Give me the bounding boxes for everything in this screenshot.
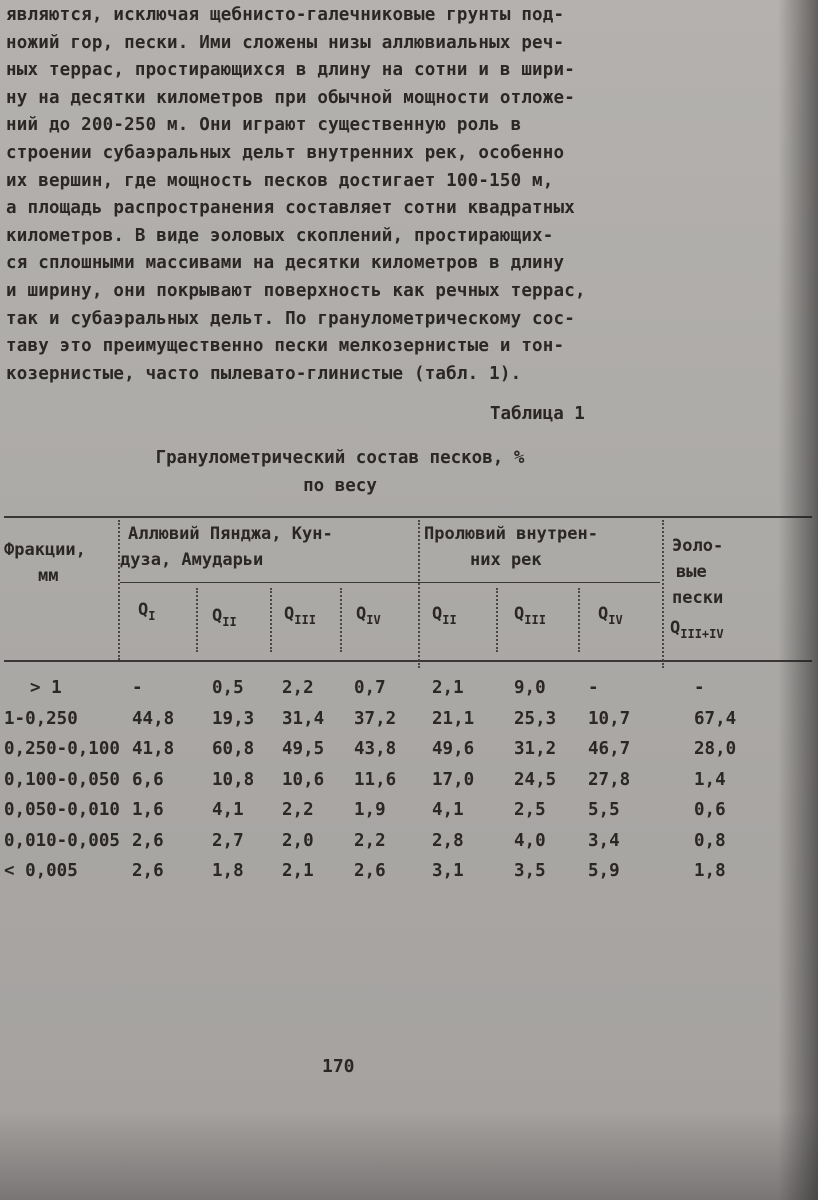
value-cell: 49,5 (282, 739, 325, 759)
value-cell: 4,0 (514, 830, 546, 851)
value-cell: 2,2 (282, 678, 314, 698)
value-cell: 2,6 (354, 861, 386, 881)
value-cell: 25,3 (514, 708, 557, 729)
group-header-alluvium-1: Аллювий Пянджа, Кун- (128, 524, 333, 544)
value-cell: 1,6 (132, 800, 164, 820)
value-cell: 2,2 (354, 830, 386, 851)
col-sep-fraction (118, 520, 120, 660)
table-header-bottom-rule (4, 660, 812, 662)
value-cell: 19,3 (212, 708, 255, 729)
value-cell: 21,1 (432, 708, 475, 729)
value-cell: 31,4 (282, 708, 325, 729)
value-cell: 5,9 (588, 861, 620, 881)
subcol-q6: $Q_{III}$ (514, 604, 546, 627)
table-row (0, 709, 818, 739)
value-cell: 24,5 (514, 769, 557, 790)
paragraph-line: и ширину, они покрывают поверхность как речных террас, (6, 280, 586, 301)
paragraph-line: ных террас, простирающихся в длину на сотни и в шири- (6, 60, 576, 81)
fraction-cell: 0,010-0,005 (4, 830, 120, 851)
group-header-alluvium-2: дуза, Амударьи (120, 550, 264, 570)
table-row (0, 800, 818, 830)
value-cell: 0,7 (354, 678, 386, 698)
paragraph-line: километров. В виде эоловых скоплений, простирающих- (6, 225, 554, 246)
value-cell: 0,8 (694, 830, 726, 851)
value-cell: 0,6 (694, 800, 726, 820)
value-cell: 10,6 (282, 769, 325, 790)
subcol-q3: $Q_{III}$ (284, 604, 316, 627)
value-cell: 41,8 (132, 739, 175, 759)
value-cell: 6,6 (132, 769, 164, 790)
col-sep-q3 (270, 588, 272, 652)
value-cell: 1,9 (354, 800, 386, 820)
value-cell: 1,4 (694, 769, 726, 790)
value-cell: 60,8 (212, 739, 255, 759)
page-edge-shadow (778, 0, 818, 1200)
col-sep-q5 (496, 588, 498, 652)
fraction-cell: 0,250-0,100 (4, 739, 120, 759)
subheader-rule-alluvium (120, 582, 420, 583)
paragraph-line: а площадь распространения составляет сотни квадратных (6, 198, 576, 219)
page-bottom-shade (0, 1110, 818, 1200)
col-sep-eolian (662, 520, 664, 668)
value-cell: 2,7 (212, 830, 244, 851)
paragraph-line: так и субаэральных дельт. По гранулометрическому сос- (6, 308, 576, 329)
paragraph-line: ся сплошными массивами на десятки километров в длину (6, 253, 565, 274)
table-top-rule (4, 516, 812, 518)
subcol-q7: $Q_{IV}$ (598, 604, 623, 627)
value-cell: 27,8 (588, 769, 631, 790)
paragraph-line: являются, исключая щебнисто-галечниковые грунты под- (6, 5, 565, 25)
group-header-proluvium-2: них рек (470, 550, 542, 570)
page-number: 170 (322, 1056, 355, 1077)
fraction-cell: > 1 (30, 678, 62, 698)
value-cell: 2,6 (132, 830, 164, 851)
paragraph-line: строении субаэральных дельт внутренних рек, особенно (6, 142, 565, 163)
fraction-cell: 1-0,250 (4, 708, 78, 729)
value-cell: 46,7 (588, 739, 631, 759)
value-cell: 2,0 (282, 830, 314, 851)
value-cell: 31,2 (514, 739, 557, 759)
value-cell: 1,8 (212, 861, 244, 881)
table-row (0, 770, 818, 800)
table-row (0, 739, 818, 769)
value-cell: - (694, 678, 705, 698)
value-cell: 4,1 (212, 800, 244, 820)
paragraph-line: ний до 200-250 м. Они играют существенную роль в (6, 115, 522, 136)
subcol-q5: $Q_{II}$ (432, 604, 457, 627)
subcol-q1: $Q_I$ (138, 600, 156, 623)
body-paragraph (6, 2, 706, 388)
value-cell: 3,5 (514, 861, 546, 881)
value-cell: 2,1 (432, 678, 464, 698)
value-cell: 2,1 (282, 861, 314, 881)
value-cell: 3,1 (432, 861, 464, 881)
paragraph-line: козернистые, часто пылевато-глинистые (табл. 1). (6, 363, 522, 384)
col-header-fraction-1: Фракции, (4, 540, 86, 560)
value-cell: 9,0 (514, 678, 546, 698)
fraction-cell: 0,050-0,010 (4, 800, 120, 820)
bleed-through (400, 880, 407, 894)
col-sep-q2 (196, 588, 198, 652)
value-cell: 2,6 (132, 861, 164, 881)
fraction-cell: 0,100-0,050 (4, 769, 120, 790)
value-cell: - (132, 678, 143, 698)
value-cell: 10,8 (212, 769, 255, 790)
group-header-proluvium-1: Пролювий внутрен- (424, 524, 598, 544)
table-row (0, 678, 818, 708)
fraction-cell: < 0,005 (4, 861, 78, 881)
value-cell: 2,8 (432, 830, 464, 851)
value-cell: 5,5 (588, 800, 620, 820)
paragraph-line: ножий гор, пески. Ими сложены низы аллювиальных реч- (6, 32, 565, 53)
value-cell: 44,8 (132, 708, 175, 729)
value-cell: 0,5 (212, 678, 244, 698)
value-cell: 17,0 (432, 769, 475, 790)
subcol-q8: $Q_{III+IV}$ (670, 618, 724, 641)
value-cell: 37,2 (354, 708, 397, 729)
table-row (0, 861, 818, 891)
paragraph-line: таву это преимущественно пески мелкозернистые и тон- (6, 336, 565, 357)
value-cell: 1,8 (694, 861, 726, 881)
col-sep-q4 (340, 588, 342, 652)
table-row (0, 831, 818, 861)
value-cell: 3,4 (588, 830, 620, 851)
value-cell: - (588, 678, 599, 698)
col-sep-q6 (578, 588, 580, 652)
col-sep-groups (418, 520, 420, 668)
value-cell: 28,0 (694, 739, 737, 759)
table-title (100, 444, 580, 500)
value-cell: 4,1 (432, 800, 464, 820)
value-cell: 2,5 (514, 800, 546, 820)
value-cell: 2,2 (282, 800, 314, 820)
table-title-line2: по весу (303, 476, 377, 496)
paragraph-line: ну на десятки километров при обычной мощности отложе- (6, 87, 576, 108)
value-cell: 11,6 (354, 769, 397, 790)
paragraph-line: их вершин, где мощность песков достигает 100-150 м, (6, 170, 554, 191)
value-cell: 67,4 (694, 708, 737, 729)
table-title-line1: Гранулометрический состав песков, % (155, 448, 525, 468)
group-header-eolian-1: Эоло- (672, 536, 724, 556)
table-label: Таблица 1 (490, 404, 585, 424)
value-cell: 43,8 (354, 739, 397, 759)
group-header-eolian-3: пески (672, 588, 724, 608)
value-cell: 49,6 (432, 739, 475, 759)
col-header-fraction-2: мм (38, 566, 59, 586)
subheader-rule-proluvium (420, 582, 660, 583)
subcol-q2: $Q_{II}$ (212, 606, 237, 629)
subcol-q4: $Q_{IV}$ (356, 604, 381, 627)
group-header-eolian-2: вые (676, 562, 707, 582)
value-cell: 10,7 (588, 708, 631, 729)
